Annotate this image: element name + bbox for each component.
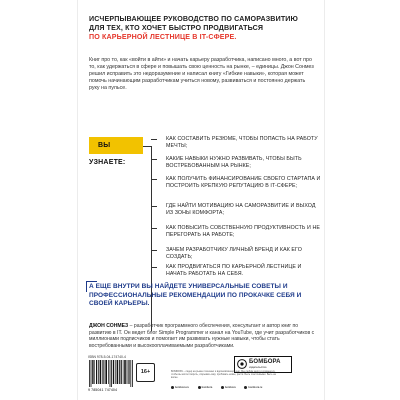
list-tick: [151, 139, 157, 140]
age-rating-badge: 16+: [136, 363, 155, 382]
intro-heading: [89, 15, 313, 42]
list-item-text: КАК ПОВЫСИТЬ СОБСТВЕННУЮ ПРОДУКТИВНОСТЬ И НЕ ПЕРЕГОРАТЬ НА РАБОТЕ;: [166, 225, 320, 238]
social-link[interactable]: bombora: [221, 386, 236, 389]
list-item: [151, 264, 321, 278]
list-item: [151, 176, 321, 190]
list-item: [151, 156, 321, 170]
intro-line: ИСЧЕРПЫВАЮЩЕЕ РУКОВОДСТВО ПО САМОРАЗВИТИЮ ДЛЯ ТЕХ, КТО ХОЧЕТ БЫСТРО ПРОДВИГАТЬСЯ: [89, 15, 298, 33]
you-will-learn-badge: ВЫ УЗНАЕТЕ:: [89, 137, 143, 154]
social-links: [171, 386, 321, 392]
barcode-number: 9 785041 747404: [88, 388, 118, 392]
list-tick: [151, 159, 157, 160]
list-item-text: ГДЕ НАЙТИ МОТИВАЦИЮ НА САМОРАЗВИТИЕ И ВЫХОД ИЗ ЗОНЫ КОМФОРТА;: [166, 203, 316, 216]
social-link[interactable]: bombora.ru: [244, 386, 262, 389]
list-item-text: КАК СОСТАВИТЬ РЕЗЮМЕ, ЧТОБЫ ПОПАСТЬ НА РАБОТУ МЕЧТЫ;: [166, 136, 318, 149]
closing-text: А ЕЩЕ ВНУТРИ ВЫ НАЙДЕТЕ УНИВЕРСАЛЬНЫЕ СОВЕТЫ И ПРОФЕССИОНАЛЬНЫЕ РЕКОМЕНДАЦИИ ПО ПРОКАЧКЕ СЕБЯ И СВОЕЙ КАРЬЕРЫ.: [89, 283, 302, 308]
bombora-logo-icon: [237, 359, 247, 369]
book-description: Книг про то, как «войти в айти» и начать карьеру разработчика, написано много, а вот про то, как удержаться в сфере и повышать свою ценность на рынке, – единицы. Джон Сонмез решил исправить это недоразумение и написал книгу «Гибкие навыки», которая может помочь начинающим разработчикам учиться новому, развиваться и постоянно держать руку на пульсе.: [89, 57, 314, 91]
list-item: [151, 225, 321, 239]
isbn-label: ISBN 978-5-04-174740-4: [88, 355, 126, 359]
intro-highlight: ПО КАРЬЕРНОЙ ЛЕСТНИЦЕ В IT-СФЕРЕ.: [89, 33, 237, 42]
list-item-text: ЗАЧЕМ РАЗРАБОТЧИКУ ЛИЧНЫЙ БРЕНД И КАК ЕГО СОЗДАТЬ;: [166, 247, 302, 260]
closing-statement: [89, 283, 315, 309]
list-item-text: КАКИЕ НАВЫКИ НУЖНО РАЗВИВАТЬ, ЧТОБЫ БЫТЬ ВОСТРЕБОВАННЫМ НА РЫНКЕ;: [166, 156, 302, 169]
vk-icon: [198, 386, 201, 389]
social-link[interactable]: bombora.ru: [171, 386, 189, 389]
web-icon: [171, 386, 174, 389]
list-item: [151, 247, 321, 261]
list-tick: [151, 228, 157, 229]
publisher-legal-text: БОМБОРА – лидер на рынке полезных и вдохновляющих книг. Мы любим книги и создаем их, чтобы вы могли творить, открывать мир, пробовать новое, расти. Быть счастливыми. Быть на волне.: [171, 370, 276, 380]
globe-icon: [244, 386, 247, 389]
telegram-icon: [221, 386, 224, 389]
list-tick: [151, 250, 157, 251]
publisher-name: БОМБОРА: [249, 359, 281, 365]
list-item-text: КАК ПОЛУЧИТЬ ФИНАНСИРОВАНИЕ СВОЕГО СТАРТАПА И ПОСТРОИТЬ КРЕПКУЮ РЕПУТАЦИЮ В IT-СФЕРЕ;: [166, 176, 321, 189]
social-link[interactable]: bombora: [198, 386, 213, 389]
list-item-text: КАК ПРОДВИГАТЬСЯ ПО КАРЬЕРНОЙ ЛЕСТНИЦЕ И НАЧАТЬ РАБОТАТЬ НА СЕБЯ.: [166, 264, 302, 277]
list-item: [151, 136, 321, 150]
book-back-cover: [77, 0, 325, 400]
list-tick: [151, 206, 157, 207]
author-bio-text: – разработчик программного обеспечения, консультант и автор книг по развитию в IT. Он ведет блог Simple Programmer и канал на YouTube, где учит разработчиков с миллионами подписчиков и помогает им развивать нужные навыки, чтобы стать востребованными и высокооплачиваемыми разработчиками.: [89, 323, 315, 350]
list-connector: [143, 146, 151, 147]
publisher-tagline: издательство: [249, 365, 267, 369]
list-tick: [151, 267, 157, 268]
author-bio: [89, 323, 315, 350]
list-item: [151, 203, 321, 217]
list-tick: [151, 179, 157, 180]
author-name: ДЖОН СОНМЕЗ: [89, 323, 129, 329]
barcode: [89, 360, 133, 387]
corner-bracket: [86, 281, 97, 292]
